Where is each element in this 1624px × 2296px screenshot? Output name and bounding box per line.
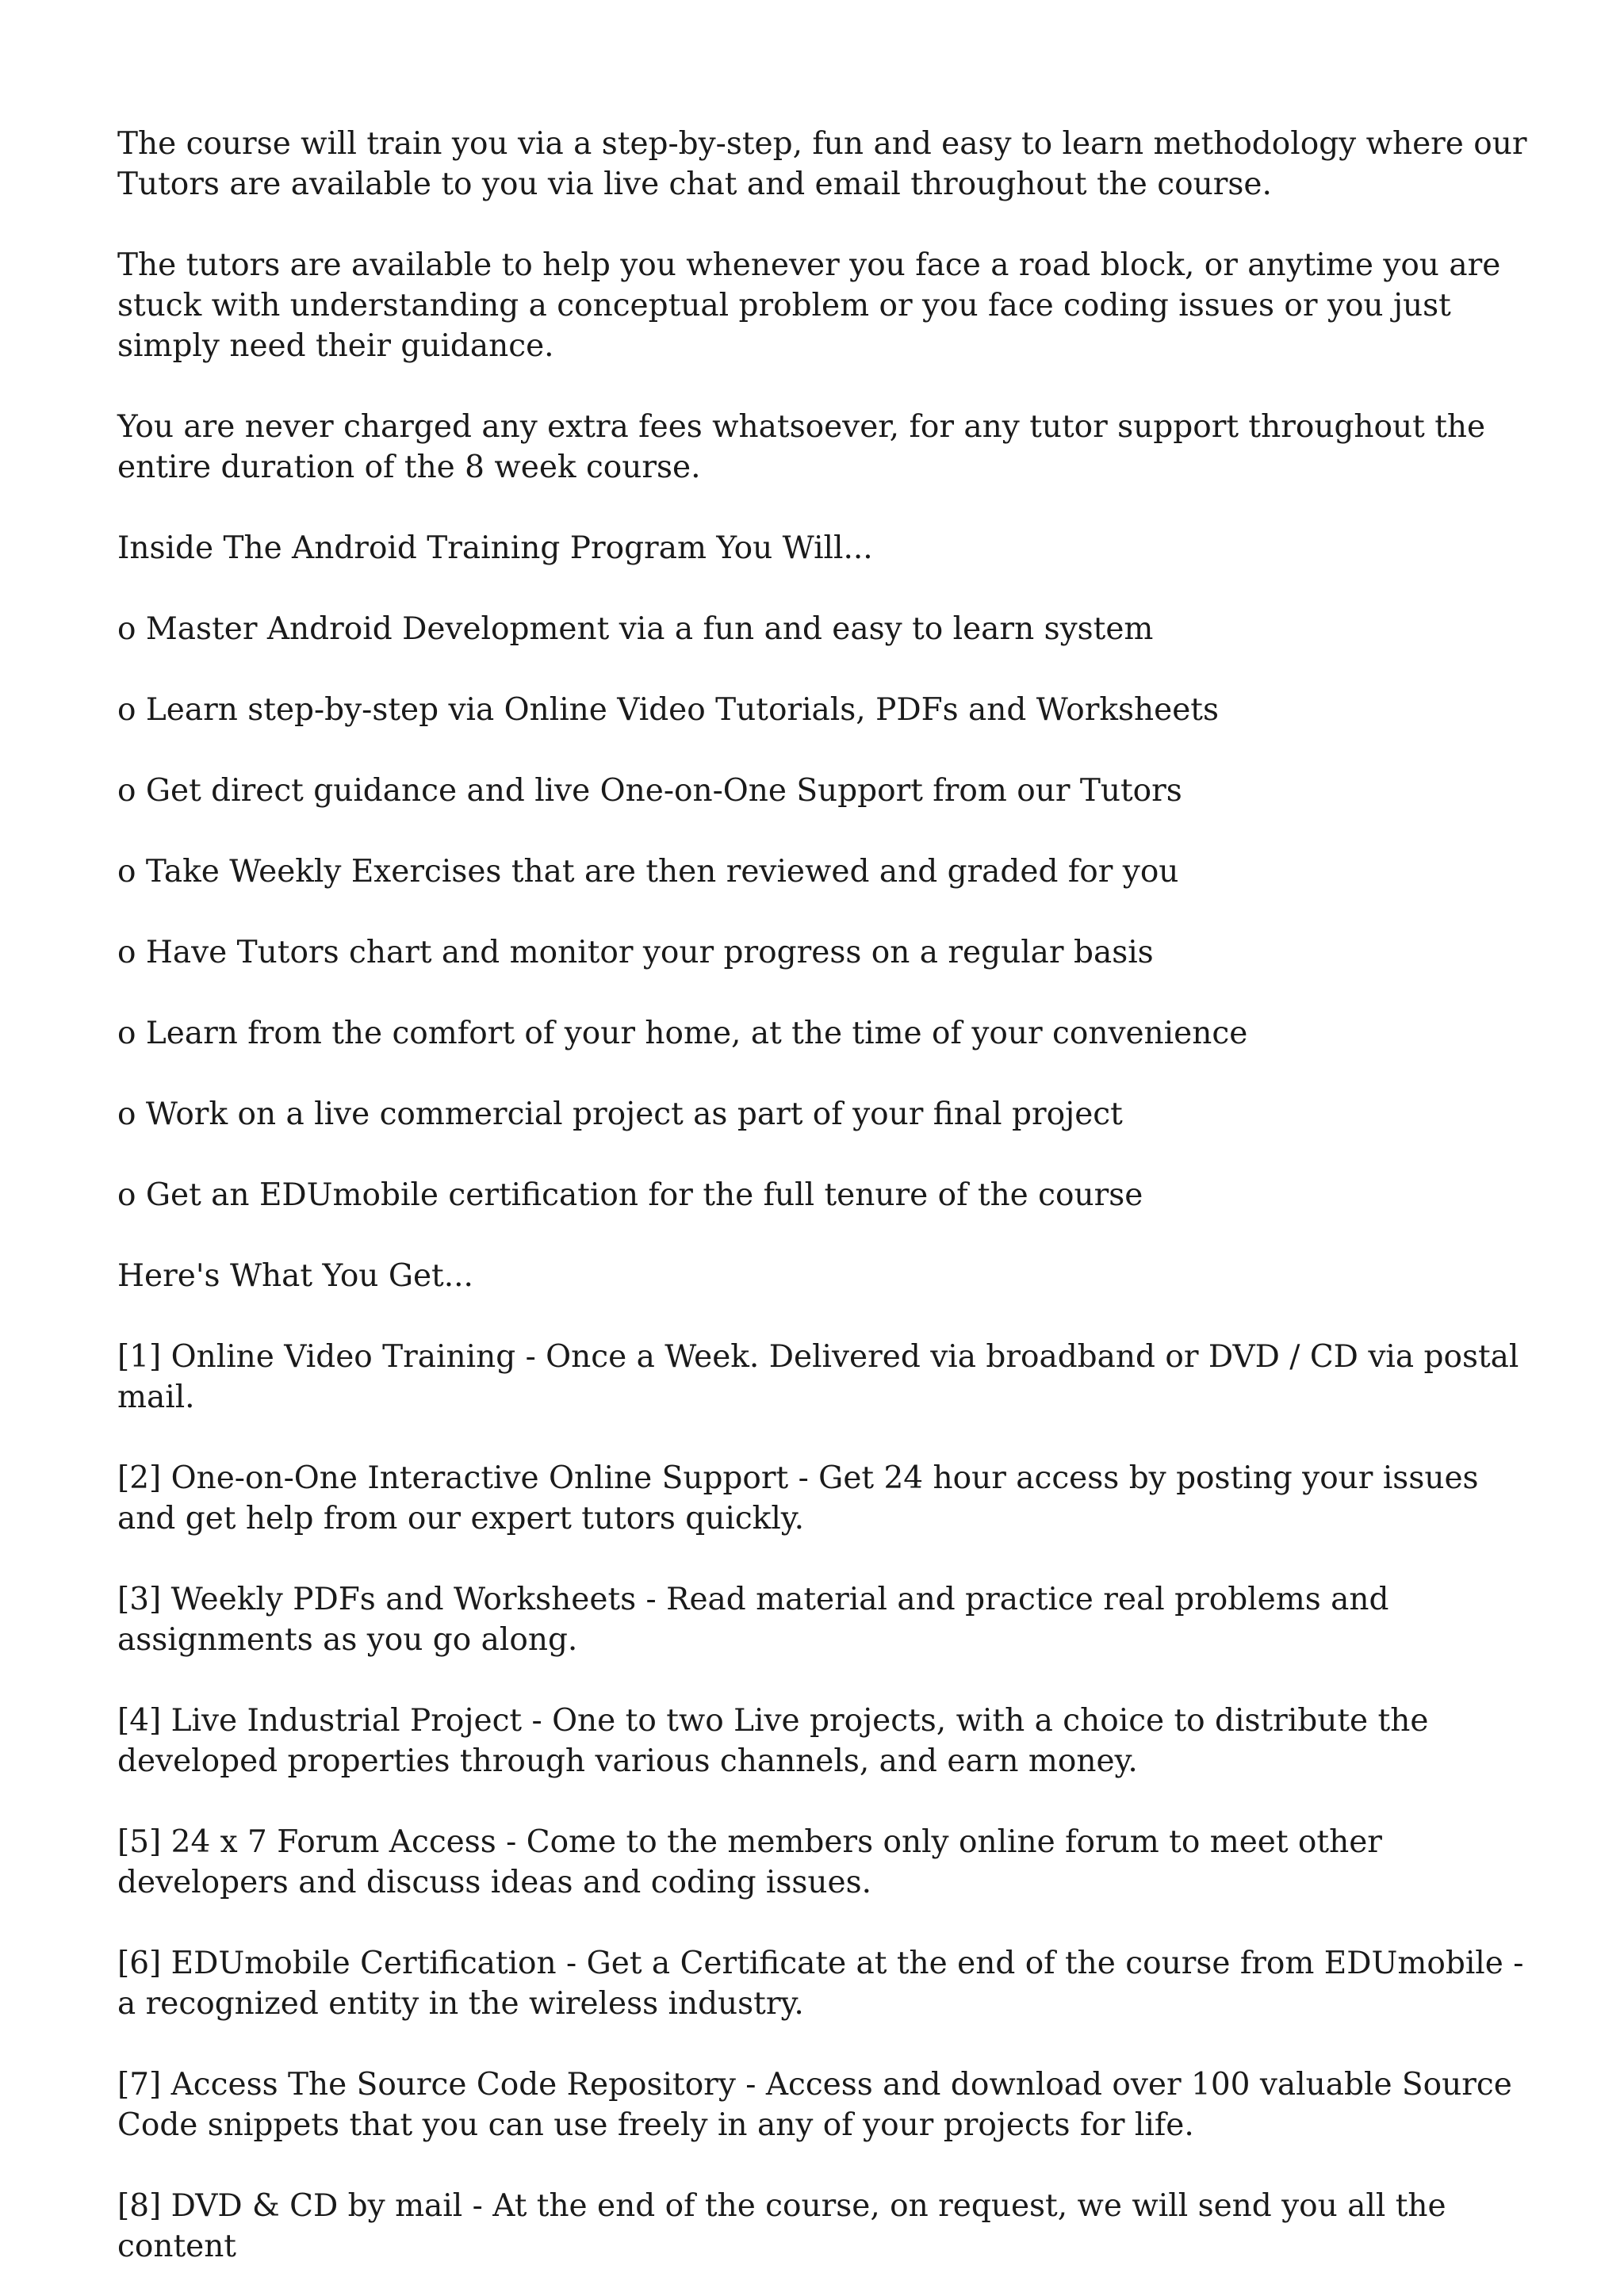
benefit-item-6: [6] EDUmobile Certification - Get a Certificate at the end of the course from EDUmobile - a recognized entity in the wireless industry. — [117, 1946, 1524, 2022]
benefit-item-5: [5] 24 x 7 Forum Access - Come to the members only online forum to meet other developers and discuss ideas and coding issues. — [117, 1824, 1382, 1900]
intro-paragraph-3: You are never charged any extra fees whatsoever, for any tutor support throughout the entire duration of the 8 week course. — [117, 409, 1486, 485]
program-bullet-1: o Master Android Development via a fun and easy to learn system — [117, 611, 1154, 647]
program-bullet-3: o Get direct guidance and live One-on-One Support from our Tutors — [117, 773, 1182, 809]
program-bullet-4: o Take Weekly Exercises that are then reviewed and graded for you — [117, 854, 1179, 890]
document-page — [117, 124, 1529, 2267]
benefit-item-2: [2] One-on-One Interactive Online Support - Get 24 hour access by posting your issues and get help from our expert tutors quickly. — [117, 1460, 1479, 1536]
benefit-item-4: [4] Live Industrial Project - One to two Live projects, with a choice to distribute the developed properties through various channels, and earn money. — [117, 1703, 1429, 1779]
program-bullet-7: o Work on a live commercial project as part of your final project — [117, 1096, 1123, 1132]
benefit-item-8: [8] DVD & CD by mail - At the end of the course, on request, we will send you all the content — [117, 2188, 1446, 2264]
benefit-item-1: [1] Online Video Training - Once a Week. Delivered via broadband or DVD / CD via postal mail. — [117, 1339, 1519, 1415]
intro-paragraph-2: The tutors are available to help you whenever you face a road block, or anytime you are stuck with understanding a conceptual problem or you face coding issues or you just simply need their guidance. — [117, 247, 1501, 364]
program-bullet-2: o Learn step-by-step via Online Video Tutorials, PDFs and Worksheets — [117, 692, 1219, 728]
program-bullet-5: o Have Tutors chart and monitor your progress on a regular basis — [117, 935, 1154, 970]
benefits-heading: Here's What You Get... — [117, 1258, 473, 1294]
benefit-item-3: [3] Weekly PDFs and Worksheets - Read material and practice real problems and assignments as you go along. — [117, 1582, 1389, 1658]
benefit-item-7: [7] Access The Source Code Repository - Access and download over 100 valuable Source Code snippets that you can use freely in any of your projects for life. — [117, 2067, 1512, 2143]
program-bullet-8: o Get an EDUmobile certification for the full tenure of the course — [117, 1177, 1143, 1213]
program-bullet-6: o Learn from the comfort of your home, at the time of your convenience — [117, 1016, 1248, 1051]
program-heading: Inside The Android Training Program You Will... — [117, 530, 873, 566]
intro-paragraph-1: The course will train you via a step-by-step, fun and easy to learn methodology where our Tutors are available to you via live chat and email throughout the course. — [117, 126, 1527, 202]
